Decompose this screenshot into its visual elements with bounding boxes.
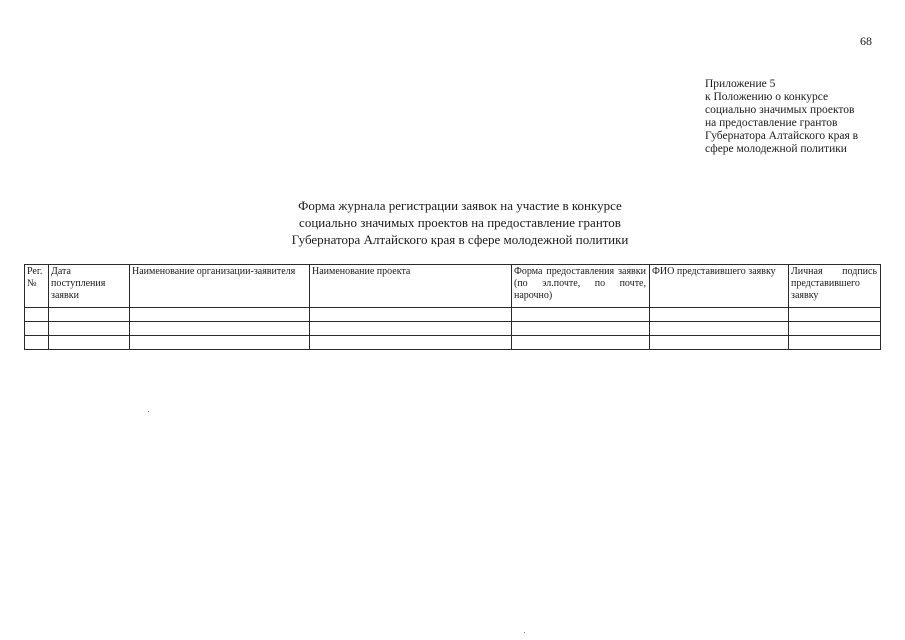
form-title-line: социально значимых проектов на предоставление грантов bbox=[299, 215, 621, 230]
table-cell bbox=[650, 322, 789, 336]
table-cell bbox=[130, 308, 310, 322]
form-title-line: Форма журнала регистрации заявок на участие в конкурсе bbox=[298, 198, 622, 213]
table-header-row bbox=[25, 265, 881, 308]
appendix-line: на предоставление грантов bbox=[705, 117, 838, 129]
table-cell bbox=[49, 322, 130, 336]
table-cell bbox=[789, 322, 881, 336]
table-cell bbox=[25, 322, 49, 336]
table-cell bbox=[789, 336, 881, 350]
column-header-submission-form: Форма предоставления заявки (по эл.почте, по почте, нарочно) bbox=[512, 265, 650, 308]
appendix-line: сфере молодежной политики bbox=[705, 143, 847, 155]
table-row bbox=[25, 336, 881, 350]
column-header-project: Наименование проекта bbox=[310, 265, 512, 308]
table-cell bbox=[49, 308, 130, 322]
scan-speck bbox=[524, 632, 525, 633]
column-header-date: Дата поступления заявки bbox=[49, 265, 130, 308]
table-cell bbox=[650, 308, 789, 322]
table-cell bbox=[130, 336, 310, 350]
table-cell bbox=[789, 308, 881, 322]
table-cell bbox=[49, 336, 130, 350]
page-number: 68 bbox=[860, 34, 872, 48]
table-cell bbox=[130, 322, 310, 336]
column-header-reg-number: Рег. № bbox=[25, 265, 49, 308]
column-header-signature: Личная подпись представившего заявку bbox=[789, 265, 881, 308]
appendix-line: к Положению о конкурсе bbox=[705, 91, 829, 103]
appendix-note bbox=[705, 78, 900, 156]
table-cell bbox=[512, 308, 650, 322]
table-cell bbox=[512, 336, 650, 350]
column-header-submitter-name: ФИО представившего заявку bbox=[650, 265, 789, 308]
column-header-organization: Наименование организации-заявителя bbox=[130, 265, 310, 308]
registration-journal-table bbox=[24, 264, 881, 350]
appendix-line: социально значимых проектов bbox=[705, 104, 855, 116]
table-cell bbox=[310, 336, 512, 350]
table-cell bbox=[512, 322, 650, 336]
form-title-line: Губернатора Алтайского края в сфере молодежной политики bbox=[291, 232, 629, 247]
table-cell bbox=[650, 336, 789, 350]
table-row bbox=[25, 322, 881, 336]
appendix-line: Приложение 5 bbox=[705, 78, 776, 90]
scan-speck bbox=[148, 411, 149, 412]
table-row bbox=[25, 308, 881, 322]
form-title bbox=[200, 197, 720, 248]
appendix-line: Губернатора Алтайского края в bbox=[705, 130, 859, 142]
table-cell bbox=[310, 322, 512, 336]
table-cell bbox=[25, 308, 49, 322]
table-cell bbox=[310, 308, 512, 322]
table-cell bbox=[25, 336, 49, 350]
